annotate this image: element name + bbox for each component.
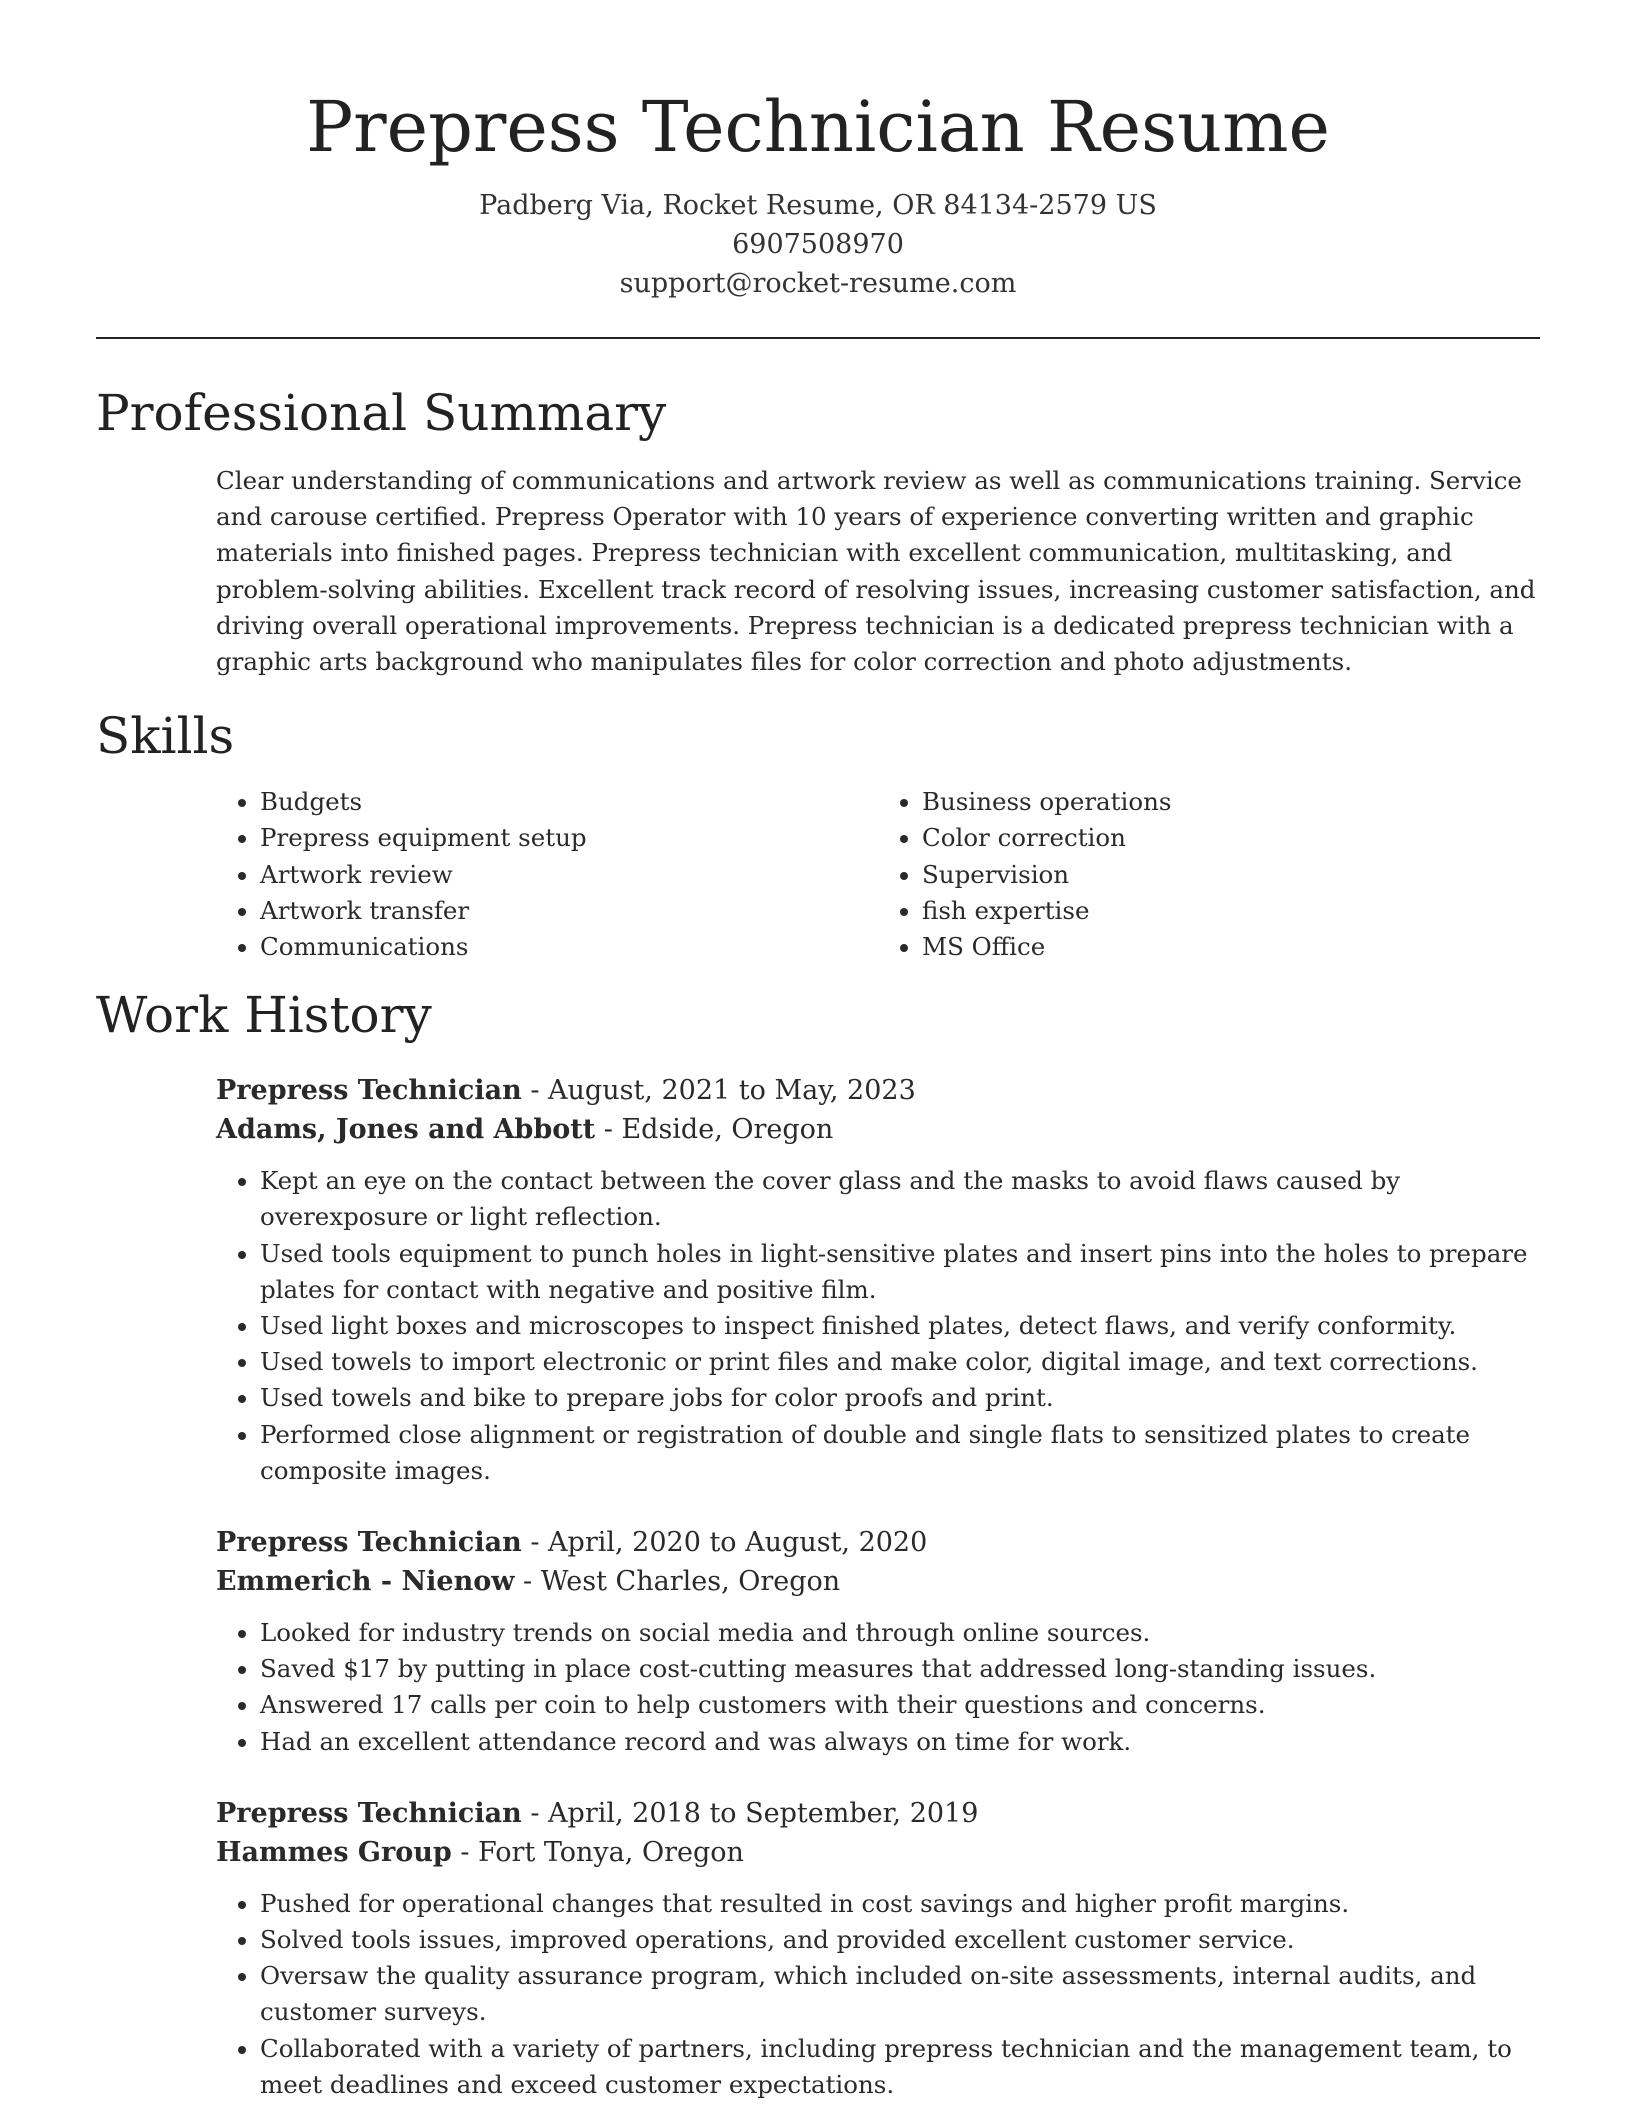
summary-text: Clear understanding of communications and artwork review as well as communications training. Service and carouse certified. Prepress Operator with 10 years of experience converting written and graphic materials into finished pages. Prepress technician with excellent communication, multitasking, and problem-solving abilities. Excellent track record of resolving issues, increasing customer satisfaction, and driving overall operational improvements. Prepress technician is a dedicated prepress technician with a graphic arts background who manipulates files for color correction and photo adjustments.: [216, 466, 1536, 677]
resume-header: [96, 0, 1540, 303]
job-bullets: [216, 1163, 1540, 1489]
job-bullet: • Saved $17 by putting in place cost-cutting measures that addressed long-standing issues.: [260, 1651, 1540, 1687]
job-bullet: • Performed close alignment or registration of double and single flats to sensitized plates to create composite images.: [260, 1417, 1540, 1489]
skill-item: • fish expertise: [922, 893, 1540, 929]
skills-column-left: [216, 784, 878, 965]
contact-email: support@rocket-resume.com: [619, 268, 1017, 299]
skills-heading: Skills: [96, 707, 235, 766]
job-company-line: [216, 1833, 1540, 1872]
job-dates: - August, 2021 to May, 2023: [521, 1075, 916, 1107]
job-role-line: [216, 1523, 1540, 1562]
summary-heading: Professional Summary: [96, 384, 667, 442]
job-entry: [216, 1523, 1540, 1760]
job-role-line: [216, 1794, 1540, 1833]
job-role: Prepress Technician: [216, 1797, 522, 1829]
job-bullet: • Kept an eye on the contact between the cover glass and the masks to avoid flaws caused by overexposure or light reflection.: [260, 1163, 1540, 1235]
skill-item: • Budgets: [260, 784, 878, 820]
contact-phone: 6907508970: [732, 229, 904, 260]
job-entry: [216, 1794, 1540, 2103]
job-company: Hammes Group: [216, 1836, 452, 1868]
skills-column-right: [878, 784, 1540, 965]
job-role-line: [216, 1071, 1540, 1110]
work-history-heading: Work History: [96, 986, 432, 1045]
job-company: Emmerich - Nienow: [216, 1566, 515, 1598]
job-bullet: • Pushed for operational changes that resulted in cost savings and higher profit margins.: [260, 1886, 1540, 1922]
job-dates: - April, 2020 to August, 2020: [521, 1527, 928, 1559]
job-location: - West Charles, Oregon: [514, 1566, 841, 1598]
job-bullet: • Used light boxes and microscopes to inspect finished plates, detect flaws, and verify conformity.: [260, 1308, 1540, 1344]
resume-title: Prepress Technician Resume: [306, 86, 1330, 168]
job-entry: [216, 1071, 1540, 1489]
contact-block: [96, 186, 1540, 303]
skill-item: • MS Office: [922, 929, 1540, 965]
job-bullets: [216, 1886, 1540, 2103]
job-bullet: • Oversaw the quality assurance program, which included on-site assessments, internal audits, and customer surveys.: [260, 1958, 1540, 2030]
job-company-line: [216, 1562, 1540, 1601]
job-bullet: • Collaborated with a variety of partners, including prepress technician and the management team, to meet deadlines and exceed customer expectations.: [260, 2031, 1540, 2103]
job-role: Prepress Technician: [216, 1527, 522, 1559]
skill-item: • Supervision: [922, 857, 1540, 893]
job-bullet: • Had an excellent attendance record and was always on time for work.: [260, 1724, 1540, 1760]
skill-item: • Business operations: [922, 784, 1540, 820]
job-bullet: • Answered 17 calls per coin to help customers with their questions and concerns.: [260, 1687, 1540, 1723]
job-location: - Edside, Oregon: [595, 1114, 834, 1146]
job-bullet: • Used towels to import electronic or print files and make color, digital image, and text corrections.: [260, 1344, 1540, 1380]
job-bullet: • Used tools equipment to punch holes in light-sensitive plates and insert pins into the holes to prepare plates for contact with negative and positive film.: [260, 1236, 1540, 1308]
header-divider: [96, 337, 1540, 339]
job-company: Adams, Jones and Abbott: [216, 1114, 596, 1146]
resume-page: [96, 0, 1540, 2103]
skill-item: • Color correction: [922, 820, 1540, 856]
contact-address: Padberg Via, Rocket Resume, OR 84134-2579 US: [479, 190, 1157, 221]
job-role: Prepress Technician: [216, 1075, 522, 1107]
job-bullet: • Used towels and bike to prepare jobs for color proofs and print.: [260, 1380, 1540, 1416]
job-location: - Fort Tonya, Oregon: [451, 1836, 744, 1868]
skill-item: • Communications: [260, 929, 878, 965]
job-bullets: [216, 1615, 1540, 1760]
job-bullet: • Solved tools issues, improved operations, and provided excellent customer service.: [260, 1922, 1540, 1958]
job-company-line: [216, 1110, 1540, 1149]
job-dates: - April, 2018 to September, 2019: [521, 1797, 979, 1829]
skill-item: • Artwork transfer: [260, 893, 878, 929]
job-bullet: • Looked for industry trends on social media and through online sources.: [260, 1615, 1540, 1651]
skill-item: • Artwork review: [260, 857, 878, 893]
skills-grid: [216, 784, 1540, 965]
skill-item: • Prepress equipment setup: [260, 820, 878, 856]
